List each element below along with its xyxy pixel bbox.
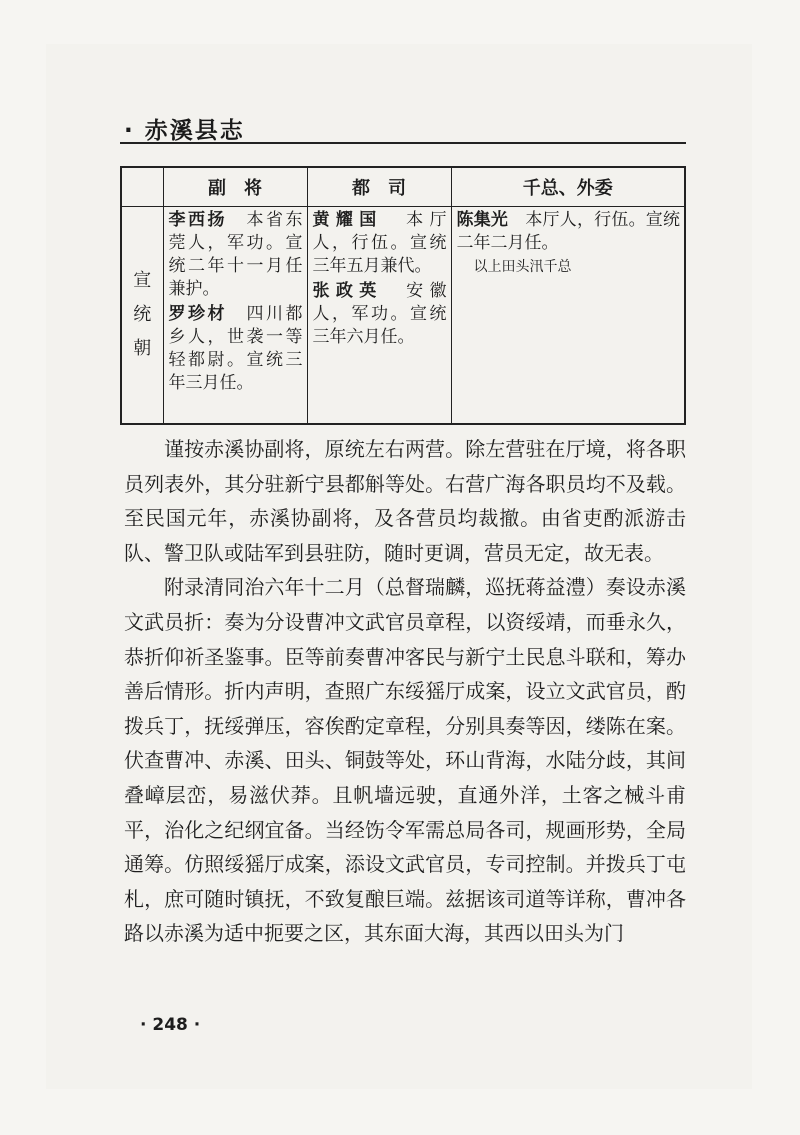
official-name: 陈集光 (456, 210, 509, 230)
official-name: 李西扬 (168, 210, 227, 230)
official-entry (452, 207, 685, 255)
official-details: 安徽人，军功。宣统三年六月任。 (312, 281, 447, 347)
official-entry (164, 207, 307, 301)
table-header-row (121, 167, 685, 207)
deputy-general-cell (163, 207, 307, 425)
era-cell (121, 207, 163, 425)
official-name: 张政英 (312, 281, 383, 301)
era-label: 宣统朝 (133, 270, 152, 359)
running-title: · 赤溪县志 (124, 118, 245, 144)
officials-table (120, 166, 686, 425)
header-rule (120, 142, 686, 144)
official-name: 黄耀国 (312, 210, 383, 230)
official-entry (164, 301, 307, 395)
table-row (121, 207, 685, 425)
column-header-qianzong: 千总、外委 (451, 167, 685, 207)
official-details: 本省东莞人，军功。宣统二年十一月任兼护。 (168, 210, 303, 299)
official-details: 本厅人，行伍。宣统二年二月任。 (456, 210, 680, 253)
official-name: 罗珍材 (168, 304, 227, 324)
paragraph: 谨按赤溪协副将，原统左右两营。除左营驻在厅境，将各职员列表外，其分驻新宁县都斛等处。右营广海各职员均不及载。至民国元年，赤溪协副将，及各营员均裁撤。由省吏酌派游击队、警卫队或陆军到县驻防，随时更调，营员无定，故无表。 (124, 437, 686, 565)
page-number: · 248 · (140, 1015, 201, 1035)
table-corner-cell (121, 167, 163, 207)
official-details: 四川都乡人，世袭一等轻都尉。宣统三年三月任。 (168, 304, 303, 393)
paragraph: 附录清同治六年十二月（总督瑞麟，巡抚蒋益澧）奏设赤溪文武员折：奏为分设曹冲文武官员章程，以资绥靖，而垂永久，恭折仰祈圣鉴事。臣等前奏曹冲客民与新宁土民息斗联和，筹办善后情形。折内声明，查照广东绥猺厅成案，设立文武官员，酌拨兵丁，抚绥弹压，容俟酌定章程，分别具奏等因，缕陈在案。伏查曹冲、赤溪、田头、铜鼓等处，环山背海，水陆分歧，其间叠嶂层峦，易滋伏莽。且帆墙远驶，直通外洋，土客之械斗甫平，治化之纪纲宜备。当经饬令军需总局各司，规画形势，全局通筹。仿照绥猺厅成案，添设文武官员，专司控制。并拨兵丁屯札，庶可随时镇抚，不致复酿巨端。兹据该司道等详称，曹冲各路以赤溪为适中扼要之区，其东面大海，其西以田头为门 (124, 575, 686, 946)
dusi-cell (307, 207, 451, 425)
qianzong-cell (451, 207, 685, 425)
cell-note: 以上田头汛千总 (473, 259, 572, 275)
official-details: 本厅人，行伍。宣统三年五月兼代。 (312, 210, 447, 276)
official-entry (308, 278, 451, 349)
body-text (124, 432, 686, 951)
column-header-deputy-general: 副 将 (163, 167, 307, 207)
official-entry (308, 207, 451, 278)
column-header-dusi: 都 司 (307, 167, 451, 207)
